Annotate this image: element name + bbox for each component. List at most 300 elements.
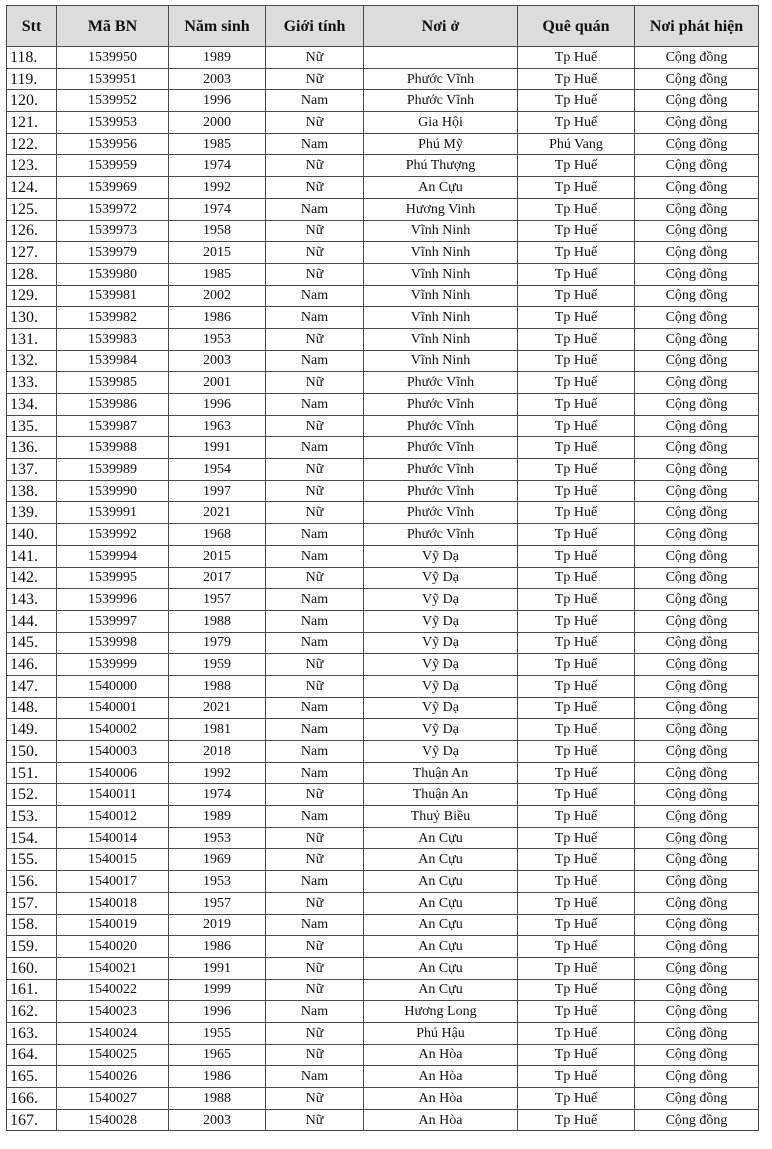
detection-place-cell: Cộng đồng: [635, 242, 759, 264]
residence-cell: Vĩnh Ninh: [364, 285, 518, 307]
gender-cell: Nữ: [266, 1044, 364, 1066]
detection-place-cell: Cộng đồng: [635, 459, 759, 481]
patient-code-cell: 1539987: [57, 415, 169, 437]
table-row: [7, 524, 759, 546]
hometown-cell: Tp Huế: [518, 47, 635, 69]
birth-year-cell: 1974: [169, 198, 266, 220]
hometown-cell: Tp Huế: [518, 155, 635, 177]
residence-cell: Phú Thượng: [364, 155, 518, 177]
header-birth-year: Năm sinh: [169, 6, 266, 47]
hometown-cell: Tp Huế: [518, 1109, 635, 1131]
gender-cell: Nam: [266, 914, 364, 936]
table-row: [7, 68, 759, 90]
patient-code-cell: 1539986: [57, 394, 169, 416]
gender-cell: Nam: [266, 697, 364, 719]
stt-cell: 165.: [7, 1066, 57, 1088]
birth-year-cell: 1999: [169, 979, 266, 1001]
stt-cell: 157.: [7, 892, 57, 914]
birth-year-cell: 1963: [169, 415, 266, 437]
detection-place-cell: Cộng đồng: [635, 1066, 759, 1088]
residence-cell: An Hòa: [364, 1109, 518, 1131]
gender-cell: Nữ: [266, 849, 364, 871]
patient-code-cell: 1539998: [57, 632, 169, 654]
table-row: [7, 242, 759, 264]
hometown-cell: Tp Huế: [518, 589, 635, 611]
gender-cell: Nữ: [266, 936, 364, 958]
table-row: [7, 90, 759, 112]
residence-cell: Vĩnh Ninh: [364, 242, 518, 264]
hometown-cell: Tp Huế: [518, 220, 635, 242]
residence-cell: Vỹ Dạ: [364, 675, 518, 697]
birth-year-cell: 1988: [169, 610, 266, 632]
hometown-cell: Tp Huế: [518, 914, 635, 936]
detection-place-cell: Cộng đồng: [635, 914, 759, 936]
table-row: [7, 220, 759, 242]
birth-year-cell: 1957: [169, 589, 266, 611]
birth-year-cell: 1953: [169, 871, 266, 893]
residence-cell: Vĩnh Ninh: [364, 328, 518, 350]
table-row: [7, 133, 759, 155]
patient-code-cell: 1539979: [57, 242, 169, 264]
gender-cell: Nữ: [266, 177, 364, 199]
hometown-cell: Tp Huế: [518, 1066, 635, 1088]
patient-code-cell: 1539992: [57, 524, 169, 546]
hometown-cell: Tp Huế: [518, 762, 635, 784]
table-row: [7, 350, 759, 372]
patient-table: [6, 5, 759, 1131]
gender-cell: Nữ: [266, 47, 364, 69]
table-row: [7, 1109, 759, 1131]
detection-place-cell: Cộng đồng: [635, 957, 759, 979]
table-row: [7, 1088, 759, 1110]
hometown-cell: Tp Huế: [518, 524, 635, 546]
patient-code-cell: 1540003: [57, 741, 169, 763]
detection-place-cell: Cộng đồng: [635, 198, 759, 220]
detection-place-cell: Cộng đồng: [635, 675, 759, 697]
hometown-cell: Tp Huế: [518, 415, 635, 437]
gender-cell: Nữ: [266, 957, 364, 979]
gender-cell: Nam: [266, 741, 364, 763]
hometown-cell: Tp Huế: [518, 654, 635, 676]
residence-cell: Phước Vĩnh: [364, 415, 518, 437]
birth-year-cell: 1996: [169, 90, 266, 112]
detection-place-cell: Cộng đồng: [635, 784, 759, 806]
detection-place-cell: Cộng đồng: [635, 155, 759, 177]
hometown-cell: Tp Huế: [518, 827, 635, 849]
hometown-cell: Tp Huế: [518, 1044, 635, 1066]
detection-place-cell: Cộng đồng: [635, 90, 759, 112]
table-row: [7, 394, 759, 416]
residence-cell: Vỹ Dạ: [364, 719, 518, 741]
stt-cell: 152.: [7, 784, 57, 806]
hometown-cell: Tp Huế: [518, 675, 635, 697]
gender-cell: Nam: [266, 545, 364, 567]
gender-cell: Nam: [266, 871, 364, 893]
gender-cell: Nữ: [266, 263, 364, 285]
stt-cell: 123.: [7, 155, 57, 177]
residence-cell: Phước Vĩnh: [364, 437, 518, 459]
gender-cell: Nữ: [266, 1109, 364, 1131]
hometown-cell: Tp Huế: [518, 328, 635, 350]
table-row: [7, 957, 759, 979]
residence-cell: [364, 47, 518, 69]
table-row: [7, 480, 759, 502]
patient-code-cell: 1540028: [57, 1109, 169, 1131]
patient-code-cell: 1540018: [57, 892, 169, 914]
patient-code-cell: 1540002: [57, 719, 169, 741]
detection-place-cell: Cộng đồng: [635, 372, 759, 394]
patient-code-cell: 1540026: [57, 1066, 169, 1088]
hometown-cell: Tp Huế: [518, 307, 635, 329]
table-row: [7, 892, 759, 914]
table-row: [7, 784, 759, 806]
stt-cell: 144.: [7, 610, 57, 632]
table-row: [7, 827, 759, 849]
header-hometown: Quê quán: [518, 6, 635, 47]
birth-year-cell: 2003: [169, 1109, 266, 1131]
patient-table-page: [6, 5, 759, 1131]
table-body: [7, 47, 759, 1131]
birth-year-cell: 1985: [169, 263, 266, 285]
patient-code-cell: 1540027: [57, 1088, 169, 1110]
table-row: [7, 762, 759, 784]
stt-cell: 118.: [7, 47, 57, 69]
gender-cell: Nam: [266, 350, 364, 372]
hometown-cell: Tp Huế: [518, 372, 635, 394]
table-row: [7, 719, 759, 741]
stt-cell: 161.: [7, 979, 57, 1001]
birth-year-cell: 1986: [169, 1066, 266, 1088]
residence-cell: Phước Vĩnh: [364, 524, 518, 546]
residence-cell: An Cựu: [364, 177, 518, 199]
detection-place-cell: Cộng đồng: [635, 1109, 759, 1131]
detection-place-cell: Cộng đồng: [635, 1022, 759, 1044]
stt-cell: 150.: [7, 741, 57, 763]
table-row: [7, 806, 759, 828]
hometown-cell: Tp Huế: [518, 350, 635, 372]
birth-year-cell: 1989: [169, 806, 266, 828]
stt-cell: 142.: [7, 567, 57, 589]
gender-cell: Nữ: [266, 459, 364, 481]
birth-year-cell: 2003: [169, 68, 266, 90]
hometown-cell: Tp Huế: [518, 892, 635, 914]
stt-cell: 121.: [7, 112, 57, 134]
residence-cell: Vĩnh Ninh: [364, 350, 518, 372]
patient-code-cell: 1539950: [57, 47, 169, 69]
patient-code-cell: 1540015: [57, 849, 169, 871]
gender-cell: Nữ: [266, 68, 364, 90]
residence-cell: An Cựu: [364, 979, 518, 1001]
birth-year-cell: 1981: [169, 719, 266, 741]
birth-year-cell: 1996: [169, 394, 266, 416]
header-patient-code: Mã BN: [57, 6, 169, 47]
hometown-cell: Tp Huế: [518, 242, 635, 264]
detection-place-cell: Cộng đồng: [635, 1044, 759, 1066]
birth-year-cell: 1955: [169, 1022, 266, 1044]
header-detection-place: Nơi phát hiện: [635, 6, 759, 47]
detection-place-cell: Cộng đồng: [635, 610, 759, 632]
table-row: [7, 741, 759, 763]
birth-year-cell: 1968: [169, 524, 266, 546]
residence-cell: Vỹ Dạ: [364, 589, 518, 611]
detection-place-cell: Cộng đồng: [635, 285, 759, 307]
residence-cell: An Hòa: [364, 1044, 518, 1066]
stt-cell: 158.: [7, 914, 57, 936]
stt-cell: 164.: [7, 1044, 57, 1066]
residence-cell: Hương Long: [364, 1001, 518, 1023]
patient-code-cell: 1539996: [57, 589, 169, 611]
birth-year-cell: 1979: [169, 632, 266, 654]
hometown-cell: Tp Huế: [518, 936, 635, 958]
birth-year-cell: 1953: [169, 827, 266, 849]
residence-cell: An Cựu: [364, 871, 518, 893]
hometown-cell: Tp Huế: [518, 480, 635, 502]
residence-cell: Vỹ Dạ: [364, 545, 518, 567]
gender-cell: Nam: [266, 285, 364, 307]
gender-cell: Nữ: [266, 155, 364, 177]
detection-place-cell: Cộng đồng: [635, 1088, 759, 1110]
gender-cell: Nam: [266, 610, 364, 632]
birth-year-cell: 2015: [169, 545, 266, 567]
residence-cell: Thuận An: [364, 762, 518, 784]
birth-year-cell: 1992: [169, 762, 266, 784]
detection-place-cell: Cộng đồng: [635, 394, 759, 416]
gender-cell: Nữ: [266, 892, 364, 914]
residence-cell: Vĩnh Ninh: [364, 307, 518, 329]
patient-code-cell: 1539984: [57, 350, 169, 372]
patient-code-cell: 1539988: [57, 437, 169, 459]
gender-cell: Nam: [266, 524, 364, 546]
stt-cell: 149.: [7, 719, 57, 741]
patient-code-cell: 1539999: [57, 654, 169, 676]
table-row: [7, 610, 759, 632]
stt-cell: 125.: [7, 198, 57, 220]
birth-year-cell: 1986: [169, 936, 266, 958]
hometown-cell: Tp Huế: [518, 459, 635, 481]
patient-code-cell: 1539951: [57, 68, 169, 90]
patient-code-cell: 1539997: [57, 610, 169, 632]
residence-cell: An Cựu: [364, 849, 518, 871]
gender-cell: Nam: [266, 1066, 364, 1088]
detection-place-cell: Cộng đồng: [635, 762, 759, 784]
detection-place-cell: Cộng đồng: [635, 47, 759, 69]
patient-code-cell: 1540020: [57, 936, 169, 958]
birth-year-cell: 1953: [169, 328, 266, 350]
residence-cell: An Hòa: [364, 1088, 518, 1110]
birth-year-cell: 1969: [169, 849, 266, 871]
gender-cell: Nam: [266, 589, 364, 611]
birth-year-cell: 1997: [169, 480, 266, 502]
stt-cell: 162.: [7, 1001, 57, 1023]
detection-place-cell: Cộng đồng: [635, 263, 759, 285]
birth-year-cell: 1959: [169, 654, 266, 676]
detection-place-cell: Cộng đồng: [635, 1001, 759, 1023]
gender-cell: Nam: [266, 90, 364, 112]
stt-cell: 130.: [7, 307, 57, 329]
birth-year-cell: 2001: [169, 372, 266, 394]
birth-year-cell: 1957: [169, 892, 266, 914]
hometown-cell: Tp Huế: [518, 1001, 635, 1023]
detection-place-cell: Cộng đồng: [635, 567, 759, 589]
patient-code-cell: 1540024: [57, 1022, 169, 1044]
patient-code-cell: 1539972: [57, 198, 169, 220]
patient-code-cell: 1539973: [57, 220, 169, 242]
table-row: [7, 567, 759, 589]
residence-cell: An Cựu: [364, 892, 518, 914]
stt-cell: 166.: [7, 1088, 57, 1110]
hometown-cell: Tp Huế: [518, 285, 635, 307]
stt-cell: 141.: [7, 545, 57, 567]
gender-cell: Nam: [266, 437, 364, 459]
residence-cell: Vỹ Dạ: [364, 632, 518, 654]
patient-code-cell: 1539952: [57, 90, 169, 112]
patient-code-cell: 1539959: [57, 155, 169, 177]
birth-year-cell: 1989: [169, 47, 266, 69]
residence-cell: Thuận An: [364, 784, 518, 806]
stt-cell: 126.: [7, 220, 57, 242]
residence-cell: Phú Hậu: [364, 1022, 518, 1044]
gender-cell: Nữ: [266, 567, 364, 589]
patient-code-cell: 1540011: [57, 784, 169, 806]
gender-cell: Nữ: [266, 979, 364, 1001]
stt-cell: 154.: [7, 827, 57, 849]
birth-year-cell: 1954: [169, 459, 266, 481]
hometown-cell: Tp Huế: [518, 394, 635, 416]
residence-cell: Vĩnh Ninh: [364, 263, 518, 285]
gender-cell: Nam: [266, 394, 364, 416]
header-gender: Giới tính: [266, 6, 364, 47]
stt-cell: 148.: [7, 697, 57, 719]
residence-cell: Gia Hội: [364, 112, 518, 134]
residence-cell: Thuỷ Biều: [364, 806, 518, 828]
detection-place-cell: Cộng đồng: [635, 328, 759, 350]
table-row: [7, 198, 759, 220]
birth-year-cell: 1965: [169, 1044, 266, 1066]
detection-place-cell: Cộng đồng: [635, 806, 759, 828]
residence-cell: Phước Vĩnh: [364, 394, 518, 416]
header-residence: Nơi ở: [364, 6, 518, 47]
detection-place-cell: Cộng đồng: [635, 133, 759, 155]
gender-cell: Nữ: [266, 654, 364, 676]
gender-cell: Nữ: [266, 480, 364, 502]
gender-cell: Nam: [266, 307, 364, 329]
table-row: [7, 328, 759, 350]
detection-place-cell: Cộng đồng: [635, 524, 759, 546]
gender-cell: Nam: [266, 806, 364, 828]
stt-cell: 143.: [7, 589, 57, 611]
birth-year-cell: 2000: [169, 112, 266, 134]
birth-year-cell: 2021: [169, 697, 266, 719]
residence-cell: Hương Vinh: [364, 198, 518, 220]
birth-year-cell: 1985: [169, 133, 266, 155]
table-row: [7, 914, 759, 936]
table-row: [7, 155, 759, 177]
table-row: [7, 177, 759, 199]
detection-place-cell: Cộng đồng: [635, 632, 759, 654]
table-row: [7, 307, 759, 329]
table-row: [7, 632, 759, 654]
detection-place-cell: Cộng đồng: [635, 589, 759, 611]
patient-code-cell: 1539983: [57, 328, 169, 350]
detection-place-cell: Cộng đồng: [635, 741, 759, 763]
birth-year-cell: 1988: [169, 675, 266, 697]
hometown-cell: Tp Huế: [518, 545, 635, 567]
stt-cell: 145.: [7, 632, 57, 654]
birth-year-cell: 1988: [169, 1088, 266, 1110]
hometown-cell: Tp Huế: [518, 979, 635, 1001]
stt-cell: 137.: [7, 459, 57, 481]
hometown-cell: Tp Huế: [518, 437, 635, 459]
hometown-cell: Tp Huế: [518, 697, 635, 719]
stt-cell: 128.: [7, 263, 57, 285]
detection-place-cell: Cộng đồng: [635, 545, 759, 567]
patient-code-cell: 1539991: [57, 502, 169, 524]
hometown-cell: Tp Huế: [518, 632, 635, 654]
patient-code-cell: 1540017: [57, 871, 169, 893]
patient-code-cell: 1540001: [57, 697, 169, 719]
patient-code-cell: 1539989: [57, 459, 169, 481]
gender-cell: Nam: [266, 719, 364, 741]
detection-place-cell: Cộng đồng: [635, 177, 759, 199]
stt-cell: 138.: [7, 480, 57, 502]
detection-place-cell: Cộng đồng: [635, 892, 759, 914]
patient-code-cell: 1540000: [57, 675, 169, 697]
hometown-cell: Tp Huế: [518, 1088, 635, 1110]
hometown-cell: Tp Huế: [518, 610, 635, 632]
hometown-cell: Tp Huế: [518, 68, 635, 90]
stt-cell: 140.: [7, 524, 57, 546]
birth-year-cell: 2018: [169, 741, 266, 763]
patient-code-cell: 1539969: [57, 177, 169, 199]
gender-cell: Nữ: [266, 372, 364, 394]
hometown-cell: Tp Huế: [518, 112, 635, 134]
stt-cell: 151.: [7, 762, 57, 784]
birth-year-cell: 2015: [169, 242, 266, 264]
stt-cell: 147.: [7, 675, 57, 697]
birth-year-cell: 1974: [169, 784, 266, 806]
patient-code-cell: 1539995: [57, 567, 169, 589]
residence-cell: Vỹ Dạ: [364, 610, 518, 632]
residence-cell: Phước Vĩnh: [364, 480, 518, 502]
table-row: [7, 1022, 759, 1044]
residence-cell: Phước Vĩnh: [364, 68, 518, 90]
detection-place-cell: Cộng đồng: [635, 307, 759, 329]
patient-code-cell: 1540006: [57, 762, 169, 784]
detection-place-cell: Cộng đồng: [635, 220, 759, 242]
stt-cell: 167.: [7, 1109, 57, 1131]
patient-code-cell: 1539982: [57, 307, 169, 329]
birth-year-cell: 1991: [169, 437, 266, 459]
stt-cell: 135.: [7, 415, 57, 437]
stt-cell: 124.: [7, 177, 57, 199]
residence-cell: Phước Vĩnh: [364, 502, 518, 524]
hometown-cell: Tp Huế: [518, 871, 635, 893]
birth-year-cell: 2017: [169, 567, 266, 589]
stt-cell: 131.: [7, 328, 57, 350]
detection-place-cell: Cộng đồng: [635, 936, 759, 958]
hometown-cell: Tp Huế: [518, 263, 635, 285]
detection-place-cell: Cộng đồng: [635, 480, 759, 502]
patient-code-cell: 1539981: [57, 285, 169, 307]
patient-code-cell: 1539953: [57, 112, 169, 134]
birth-year-cell: 1986: [169, 307, 266, 329]
stt-cell: 122.: [7, 133, 57, 155]
table-row: [7, 849, 759, 871]
gender-cell: Nữ: [266, 415, 364, 437]
header-stt: Stt: [7, 6, 57, 47]
stt-cell: 127.: [7, 242, 57, 264]
birth-year-cell: 1991: [169, 957, 266, 979]
